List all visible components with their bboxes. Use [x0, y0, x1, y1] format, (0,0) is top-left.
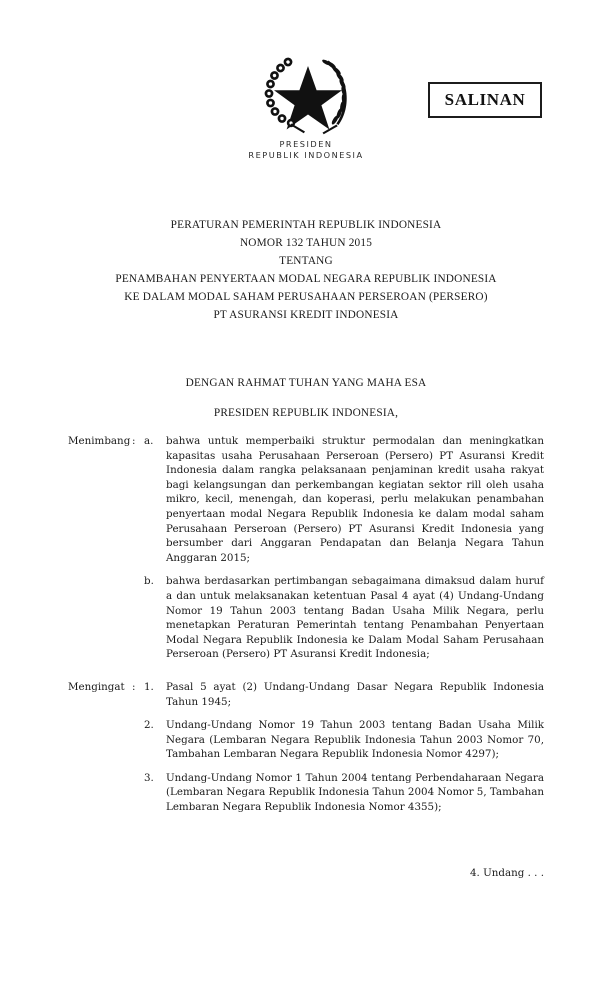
title-line-subject-3: PT ASURANSI KREDIT INDONESIA: [213, 309, 399, 321]
preamble-authority: PRESIDEN REPUBLIK INDONESIA,: [213, 407, 399, 419]
emblem-caption-line2: REPUBLIK INDONESIA: [248, 150, 364, 160]
page-catchword: 4. Undang . . .: [470, 867, 544, 879]
considerations-label: Menimbang: [68, 435, 131, 447]
considerations-text-a: bahwa untuk memperbaiki struktur permodalan dan meningkatkan kapasitas usaha Perusahaan Perseroan (Persero) PT Asuransi Kredit Indonesia dalam rangka pelaksanaan penjaminan kredit usaha rakyat bagi kelangsungan dan perkembangan kegiatan sektor rill oleh usaha mikro, kecil, menengah, dan koperasi, perlu melakukan penambahan penyertaan modal Negara Republik Indonesia ke dalam modal saham Perusahaan Perseroan (Persero) PT Asuransi Kredit Indonesia yang bersumber dari Anggaran Pendapatan dan Belanja Negara Tahun Anggaran 2015;: [166, 435, 544, 564]
legal-basis-item-1: [0, 680, 612, 709]
considerations-text-b: bahwa berdasarkan pertimbangan sebagaimana dimaksud dalam huruf a dan untuk melaksanakan ketentuan Pasal 4 ayat (4) Undang-Undang Nomor 19 Tahun 2003 tentang Badan Usaha Milik Negara, perlu menetapkan Peraturan Pemerintah tentang Penambahan Penyertaan Modal Negara Republik Indonesia ke Dalam Modal Saham Perusahaan Perseroan (Persero) PT Asuransi Kredit Indonesia;: [166, 575, 544, 661]
legal-basis-colon: :: [132, 680, 136, 693]
legal-basis-text-3: Undang-Undang Nomor 1 Tahun 2004 tentang Perbendaharaan Negara (Lembaran Negara Republik Indonesia Tahun 2004 Nomor 5, Tambahan Lembaran Negara Republik Indonesia Nomor 4355);: [166, 771, 544, 814]
title-line-subject-2: KE DALAM MODAL SAHAM PERUSAHAAN PERSEROAN (PERSERO): [124, 291, 488, 303]
presidential-seal-icon: [258, 48, 358, 138]
salinan-label: SALINAN: [444, 90, 526, 109]
title-line-number: NOMOR 132 TAHUN 2015: [239, 237, 373, 249]
legal-basis-item-2: [0, 718, 612, 762]
considerations-colon: :: [132, 435, 136, 447]
considerations-item-a: [0, 434, 612, 565]
emblem-caption: [0, 139, 612, 161]
legal-basis-marker-3: 3.: [144, 771, 154, 784]
preamble-blessing: DENGAN RAHMAT TUHAN YANG MAHA ESA: [185, 377, 427, 389]
document-title-block: [56, 216, 556, 324]
clause-body: [0, 434, 612, 815]
considerations-section: [0, 434, 612, 662]
considerations-marker-a: a.: [144, 435, 154, 447]
legal-basis-marker-2: 2.: [144, 719, 154, 732]
legal-basis-item-3: [0, 771, 612, 815]
legal-basis-text-2: Undang-Undang Nomor 19 Tahun 2003 tentang Badan Usaha Milik Negara (Lembaran Negara Republik Indonesia Tahun 2003 Nomor 70, Tambahan Lembaran Negara Republik Indonesia Nomor 4297);: [166, 719, 544, 761]
legal-basis-section: [0, 680, 612, 815]
preamble-block: [56, 376, 556, 420]
title-line-subject-1: PENAMBAHAN PENYERTAAN MODAL NEGARA REPUBLIK INDONESIA: [115, 273, 497, 285]
title-line-tentang: TENTANG: [279, 255, 333, 267]
legal-basis-text-1: Pasal 5 ayat (2) Undang-Undang Dasar Negara Republik Indonesia Tahun 1945;: [166, 680, 544, 708]
legal-basis-marker-1: 1.: [144, 680, 154, 693]
considerations-item-b: [0, 574, 612, 662]
considerations-marker-b: b.: [144, 575, 154, 588]
legal-basis-label: Mengingat: [68, 680, 125, 693]
emblem-caption-line1: PRESIDEN: [279, 139, 333, 149]
title-line-regulation: PERATURAN PEMERINTAH REPUBLIK INDONESIA: [170, 219, 442, 231]
salinan-stamp: [428, 82, 542, 118]
